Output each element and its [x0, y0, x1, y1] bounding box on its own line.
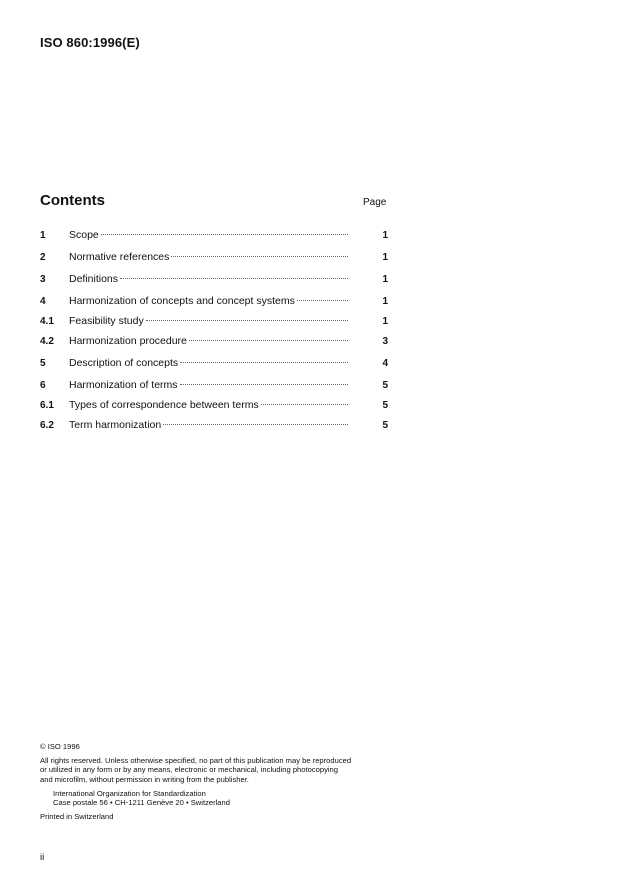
toc-entry-number: 3	[40, 274, 46, 285]
toc-entry-1[interactable]	[40, 229, 388, 249]
toc-entry-4-2[interactable]	[40, 335, 388, 355]
toc-entry-number: 4.1	[40, 316, 54, 327]
rights-notice	[40, 756, 390, 784]
toc-entry-title: Harmonization of concepts and concept systems	[69, 295, 295, 307]
dot-leader	[180, 362, 348, 363]
dot-leader	[180, 384, 348, 385]
dot-leader	[171, 256, 348, 257]
toc-entry-title: Description of concepts	[69, 357, 179, 369]
rights-notice-line: or utilized in any form or by any means, electronic or mechanical, including photocopying	[40, 765, 338, 775]
toc-entry-page: 1	[382, 274, 388, 285]
toc-entry-page: 3	[382, 336, 388, 347]
table-of-contents	[40, 229, 388, 439]
toc-entry-2[interactable]	[40, 251, 388, 271]
toc-entry-6[interactable]	[40, 379, 388, 399]
toc-entry-6-1[interactable]	[40, 399, 388, 419]
dot-leader	[120, 278, 348, 279]
toc-entry-title: Normative references	[69, 251, 170, 263]
toc-entry-page: 5	[382, 400, 388, 411]
toc-entry-5[interactable]	[40, 357, 388, 377]
contents-heading: Contents	[40, 192, 105, 209]
copyright-line: © ISO 1996	[40, 742, 80, 751]
toc-entry-4[interactable]	[40, 295, 388, 315]
dot-leader	[189, 340, 348, 341]
toc-entry-page: 1	[382, 230, 388, 241]
toc-entry-page: 5	[382, 380, 388, 391]
toc-entry-number: 6.2	[40, 420, 54, 431]
toc-entry-page: 1	[382, 316, 388, 327]
toc-entry-title: Harmonization procedure	[69, 335, 187, 347]
toc-entry-number: 1	[40, 230, 46, 241]
organization-address: Case postale 56 • CH-1211 Genève 20 • Switzerland	[53, 798, 230, 808]
toc-entry-number: 6.1	[40, 400, 54, 411]
toc-entry-title: Definitions	[69, 273, 119, 285]
toc-entry-number: 2	[40, 252, 46, 263]
organization-name: International Organization for Standardization	[53, 788, 206, 798]
page-number: ii	[40, 852, 45, 863]
copyright-block	[40, 742, 390, 821]
toc-entry-page: 5	[382, 420, 388, 431]
toc-entry-page: 4	[382, 358, 388, 369]
dot-leader	[261, 404, 348, 405]
toc-entry-page: 1	[382, 296, 388, 307]
toc-entry-title: Harmonization of terms	[69, 379, 178, 391]
toc-entry-title: Types of correspondence between terms	[69, 399, 259, 411]
page-column-heading: Page	[363, 197, 387, 208]
toc-entry-title: Scope	[69, 229, 99, 241]
toc-entry-page: 1	[382, 252, 388, 263]
dot-leader	[146, 320, 348, 321]
toc-entry-number: 4	[40, 296, 46, 307]
dot-leader	[163, 424, 348, 425]
toc-entry-title: Term harmonization	[69, 419, 162, 431]
dot-leader	[101, 234, 348, 235]
rights-notice-line: and microfilm, without permission in writing from the publisher.	[40, 774, 249, 784]
toc-entry-title: Feasibility study	[69, 315, 144, 327]
toc-entry-4-1[interactable]	[40, 315, 388, 335]
dot-leader	[297, 300, 348, 301]
toc-entry-3[interactable]	[40, 273, 388, 293]
rights-notice-line: All rights reserved. Unless otherwise specified, no part of this publication may be reproduced	[40, 756, 352, 766]
toc-entry-number: 5	[40, 358, 46, 369]
toc-entry-number: 4.2	[40, 336, 54, 347]
toc-entry-6-2[interactable]	[40, 419, 388, 439]
printed-in: Printed in Switzerland	[40, 812, 114, 822]
toc-entry-number: 6	[40, 380, 46, 391]
document-id: ISO 860:1996(E)	[40, 35, 140, 50]
